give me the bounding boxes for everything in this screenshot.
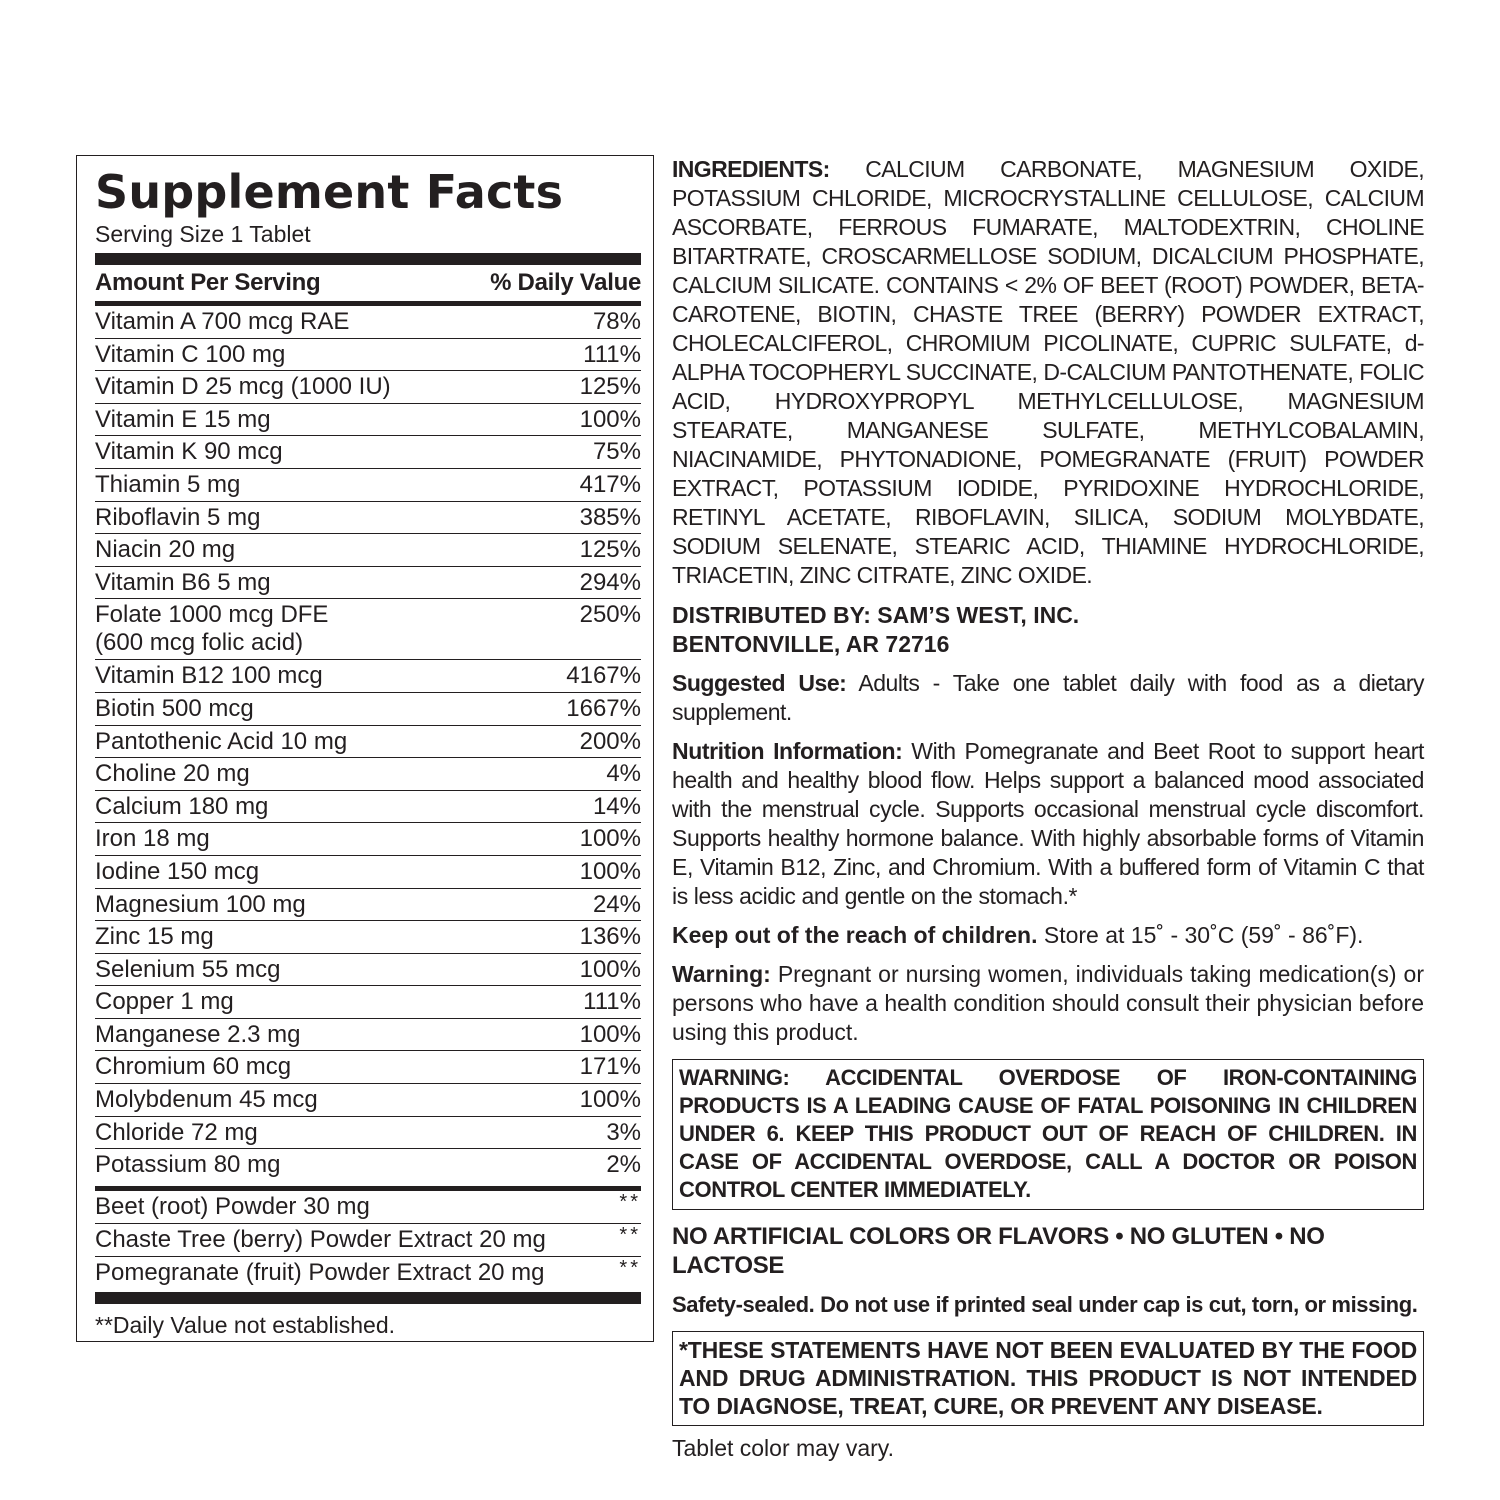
nutrient-row [95, 502, 641, 535]
nutrient-daily-value: 100% [579, 405, 641, 433]
nutrient-name: Pantothenic Acid 10 mg [95, 727, 348, 755]
nutrient-row [95, 823, 641, 856]
nutrient-row [95, 339, 641, 372]
nutrient-name: Zinc 15 mg [95, 923, 214, 951]
warning-text: Pregnant or nursing women, individuals taking medication(s) or persons who have a health condition should consult their physician before using this product. [672, 961, 1424, 1045]
nutrient-name: Niacin 20 mg [95, 536, 236, 564]
nutrient-name: Potassium 80 mg [95, 1151, 281, 1179]
nutrient-daily-value: ** [619, 1256, 641, 1279]
nutrient-row [95, 306, 641, 339]
nutrient-daily-value: 294% [579, 568, 641, 596]
nutrient-name: Molybdenum 45 mcg [95, 1086, 318, 1114]
nutrient-daily-value: 125% [579, 536, 641, 564]
nutrient-name: Chloride 72 mg [95, 1118, 258, 1146]
iron-warning-box: WARNING: ACCIDENTAL OVERDOSE OF IRON-CONTAINING PRODUCTS IS A LEADING CAUSE OF FATAL POISONING IN CHILDREN UNDER 6. KEEP THIS PRODUCT OUT OF REACH OF CHILDREN. IN CASE OF ACCIDENTAL OVERDOSE, CALL A DOCTOR OR POISON CONTROL CENTER IMMEDIATELY. [672, 1059, 1424, 1210]
nutrient-name: Folate 1000 mcg DFE (600 mcg folic acid) [95, 601, 329, 657]
nutrient-daily-value: 200% [579, 727, 641, 755]
nutrient-daily-value: ** [619, 1190, 641, 1213]
thick-divider [95, 253, 641, 265]
nutrient-daily-value: 100% [579, 955, 641, 983]
nutrient-row [95, 954, 641, 987]
nutrient-daily-value: 1667% [566, 694, 641, 722]
nutrient-row [95, 791, 641, 824]
keep-out-of-reach-label: Keep out of the reach of children. [672, 922, 1038, 948]
nutrient-name: Pomegranate (fruit) Powder Extract 20 mg [95, 1258, 545, 1286]
nutrient-row [95, 889, 641, 922]
nutrient-row [95, 1051, 641, 1084]
nutrient-row [95, 693, 641, 726]
nutrient-row [95, 371, 641, 404]
nutrient-row [95, 726, 641, 759]
nutrient-name: Chaste Tree (berry) Powder Extract 20 mg [95, 1225, 546, 1253]
nutrient-name: Biotin 500 mcg [95, 694, 254, 722]
nutrient-daily-value: 100% [579, 1020, 641, 1048]
nutrient-daily-value: 75% [592, 438, 641, 466]
distributor-block [672, 601, 1424, 659]
nutrient-daily-value: 100% [579, 825, 641, 853]
nutrient-row [95, 599, 641, 660]
nutrient-name: Beet (root) Powder 30 mg [95, 1192, 370, 1220]
nutrient-name: Selenium 55 mcg [95, 955, 281, 983]
nutrient-row [95, 856, 641, 889]
nutrient-daily-value: 171% [579, 1053, 641, 1081]
suggested-use-label: Suggested Use: [672, 670, 847, 696]
nutrient-daily-value: 136% [579, 923, 641, 951]
nutrient-daily-value: 4% [606, 760, 641, 788]
nutrition-information-label: Nutrition Information: [672, 738, 903, 764]
label-text-column [672, 155, 1424, 1463]
fda-disclaimer-box: *THESE STATEMENTS HAVE NOT BEEN EVALUATED BY THE FOOD AND DRUG ADMINISTRATION. THIS PRODUCT IS NOT INTENDED TO DIAGNOSE, TREAT, CURE, OR PREVENT ANY DISEASE. [672, 1331, 1424, 1426]
nutrient-daily-value: 417% [579, 470, 641, 498]
ingredients-paragraph [672, 155, 1424, 590]
nutrient-name: Vitamin K 90 mcg [95, 438, 283, 466]
nutrient-daily-value: 250% [579, 601, 641, 629]
footnote: **Daily Value not established. [95, 1311, 396, 1338]
suggested-use-text: Adults - Take one tablet daily with food as a dietary supplement. [672, 670, 1424, 725]
nutrient-row [95, 436, 641, 469]
nutrient-row [95, 1084, 641, 1117]
nutrient-row [95, 1257, 641, 1290]
nutrient-row [95, 404, 641, 437]
bottom-thick-divider [95, 1292, 641, 1304]
nutrient-name: Calcium 180 mg [95, 792, 269, 820]
nutrient-name: Vitamin E 15 mg [95, 405, 271, 433]
nutrient-daily-value: 78% [592, 308, 641, 335]
daily-value-header: % Daily Value [490, 269, 641, 296]
nutrient-row [95, 986, 641, 1019]
suggested-use [672, 669, 1424, 727]
amount-per-serving-header: Amount Per Serving [95, 269, 321, 296]
safety-seal-notice: Safety-sealed. Do not use if printed seal under cap is cut, torn, or missing. [672, 1292, 1418, 1317]
nutrient-daily-value: 111% [583, 340, 641, 368]
nutrient-row [95, 1117, 641, 1150]
nutrient-daily-value: 100% [579, 857, 641, 885]
free-from-claims: NO ARTIFICIAL COLORS OR FLAVORS • NO GLUTEN • NO LACTOSE [672, 1223, 1325, 1279]
nutrient-daily-value: 125% [579, 373, 641, 401]
warning-label: Warning: [672, 961, 771, 987]
nutrient-row [95, 469, 641, 502]
warning-paragraph [672, 960, 1424, 1047]
nutrient-row [95, 758, 641, 791]
nutrient-name: Vitamin A 700 mcg RAE [95, 308, 350, 335]
nutrient-daily-value: 111% [583, 988, 641, 1016]
serving-size: Serving Size 1 Tablet [95, 221, 311, 247]
distributor-line-2: BENTONVILLE, AR 72716 [672, 631, 950, 657]
nutrient-name: Manganese 2.3 mg [95, 1020, 301, 1048]
nutrient-name: Chromium 60 mcg [95, 1053, 292, 1081]
nutrient-daily-value: 385% [579, 503, 641, 531]
nutrient-name: Iron 18 mg [95, 825, 210, 853]
nutrient-daily-value: ** [619, 1223, 641, 1246]
nutrient-name: Copper 1 mg [95, 988, 234, 1016]
tablet-color-note: Tablet color may vary. [672, 1435, 894, 1461]
nutrient-daily-value: 3% [606, 1118, 641, 1146]
nutrition-information [672, 737, 1424, 911]
keep-out-of-reach [672, 921, 1424, 950]
nutrient-name: Thiamin 5 mg [95, 470, 241, 498]
ingredients-label: INGREDIENTS: [672, 156, 830, 182]
nutrient-name: Vitamin C 100 mg [95, 340, 286, 368]
nutrient-daily-value: 24% [592, 890, 641, 918]
nutrient-row [95, 1019, 641, 1052]
nutrient-row [95, 534, 641, 567]
column-header-row [95, 265, 641, 301]
supplement-facts-panel [76, 155, 654, 1342]
nutrient-name: Iodine 150 mcg [95, 857, 260, 885]
nutrient-row [95, 1149, 641, 1182]
nutrition-information-text: With Pomegranate and Beet Root to support heart health and healthy blood flow. Helps support a balanced mood associated with the menstrual cycle. Supports occasional menstrual cycle discomfort. Supports healthy hormone balance. With highly absorbable forms of Vitamin E, Vitamin B12, Zinc, and Chromium. With a buffered form of Vitamin C that is less acidic and gentle on the stomach.* [672, 738, 1424, 909]
distributor-line-1: DISTRIBUTED BY: SAM’S WEST, INC. [672, 602, 1080, 628]
nutrient-row [95, 567, 641, 600]
nutrient-row [95, 921, 641, 954]
nutrient-daily-value: 4167% [566, 662, 641, 690]
nutrient-name: Vitamin D 25 mcg (1000 IU) [95, 373, 391, 401]
nutrient-daily-value: 14% [592, 792, 641, 820]
botanical-list [95, 1191, 641, 1290]
nutrient-row [95, 660, 641, 693]
nutrient-name: Vitamin B6 5 mg [95, 568, 271, 596]
storage-text: Store at 15˚ - 30˚C (59˚ - 86˚F). [1037, 922, 1364, 948]
nutrient-daily-value: 100% [579, 1086, 641, 1114]
nutrient-daily-value: 2% [606, 1151, 641, 1179]
nutrient-name: Magnesium 100 mg [95, 890, 306, 918]
nutrient-name: Riboflavin 5 mg [95, 503, 261, 531]
nutrient-name: Choline 20 mg [95, 760, 250, 788]
nutrient-row [95, 1191, 641, 1224]
ingredients-text: CALCIUM CARBONATE, MAGNESIUM OXIDE, POTASSIUM CHLORIDE, MICROCRYSTALLINE CELLULOSE, CALCIUM ASCORBATE, FERROUS FUMARATE, MALTODEXTRIN, CHOLINE BITARTRATE, CROSCARMELLOSE SODIUM, DICALCIUM PHOSPHATE, CALCIUM SILICATE. CONTAINS < 2% OF BEET (ROOT) POWDER, BETA-CAROTENE, BIOTIN, CHASTE TREE (BERRY) POWDER EXTRACT, CHOLECALCIFEROL, CHROMIUM PICOLINATE, CUPRIC SULFATE, d-ALPHA TOCOPHERYL SUCCINATE, D-CALCIUM PANTOTHENATE, FOLIC ACID, HYDROXYPROPYL METHYLCELLULOSE, MAGNESIUM STEARATE, MANGANESE SULFATE, METHYLCOBALAMIN, NIACINAMIDE, PHYTONADIONE, POMEGRANATE (FRUIT) POWDER EXTRACT, POTASSIUM IODIDE, PYRIDOXINE HYDROCHLORIDE, RETINYL ACETATE, RIBOFLAVIN, SILICA, SODIUM MOLYBDATE, SODIUM SELENATE, STEARIC ACID, THIAMINE HYDROCHLORIDE, TRIACETIN, ZINC CITRATE, ZINC OXIDE. [672, 156, 1424, 588]
nutrient-list [95, 306, 641, 1182]
nutrient-name: Vitamin B12 100 mcg [95, 662, 323, 690]
nutrient-row [95, 1224, 641, 1257]
facts-title: Supplement Facts [95, 165, 564, 219]
